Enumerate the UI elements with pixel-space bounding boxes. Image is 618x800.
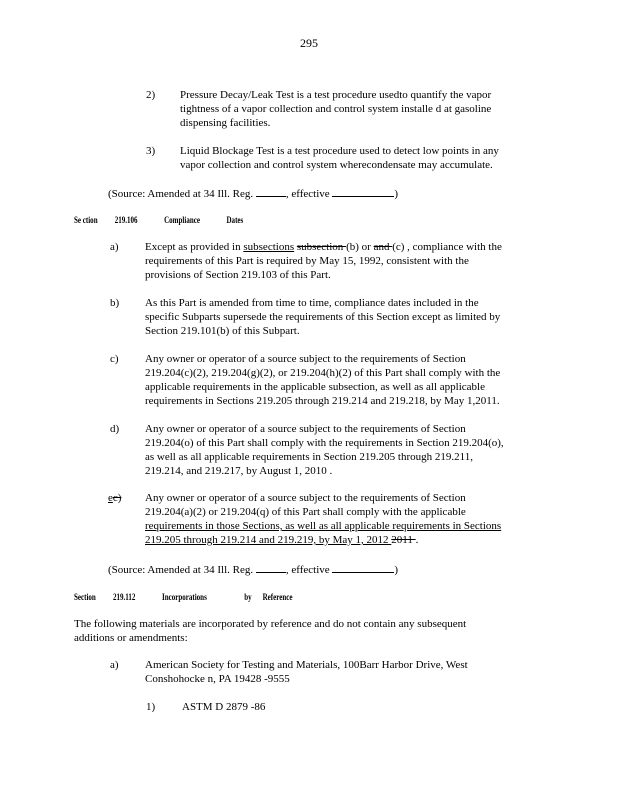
text-line: As this Part is amended from time to time, compliance dates included in the — [145, 297, 479, 309]
item-e-text — [145, 491, 501, 547]
source-note-1 — [108, 185, 398, 201]
source-suffix: ) — [394, 564, 399, 576]
inserted-text: e — [108, 492, 113, 504]
text-line: American Society for Testing and Materials, 100Barr Harbor Drive, West — [145, 659, 468, 671]
deleted-text: and — [373, 241, 393, 253]
source-effective: , effective — [285, 564, 330, 576]
item-c-number: c) — [110, 353, 119, 365]
text-line: additions or amendments: — [74, 632, 188, 644]
text-line: Any owner or operator of a source subject to the requirements of Section — [145, 423, 466, 435]
def-number-2: 2) — [146, 89, 156, 101]
source-note-2 — [108, 561, 398, 577]
item-d-text — [145, 422, 504, 478]
deleted-text: subsection — [296, 241, 347, 253]
incorporation-a-text — [145, 658, 468, 686]
text-line: provisions of Section 219.103 of this Part. — [145, 269, 331, 281]
heading-word: Se ction — [74, 215, 98, 225]
text-line: Section 219.101(b) of this Subpart. — [145, 325, 300, 337]
text-line: Conshohocke n, PA 19428 -9555 — [145, 673, 290, 685]
text-line: 219.204(o) of this Part shall comply with the requirements in Section 219.204(o), — [145, 437, 504, 449]
heading-word: by — [244, 592, 252, 602]
text-line: specific Subparts supersede the requirements of this Section except as limited by — [145, 311, 501, 323]
text-line: 219.204(c)(2), 219.204(g)(2), or 219.204(h)(2) of this Part shall comply with the — [145, 367, 501, 379]
text-line: tightness of a vapor collection and control system installe d at gasoline — [180, 103, 492, 115]
incorporation-a1-text: ASTM D 2879 -86 — [182, 701, 266, 713]
section-heading-219-106 — [74, 214, 260, 226]
page-number: 295 — [300, 36, 318, 50]
item-c-text — [145, 352, 500, 408]
item-a-number: a) — [110, 241, 119, 253]
deleted-text: c) — [112, 492, 122, 504]
heading-word: Section — [74, 592, 96, 602]
inserted-text-line: requirements in those Sections, as well as all applicable requirements in Sections — [145, 520, 502, 532]
text-line: applicable requirements in the applicable subsection, as well as all applicable — [145, 381, 485, 393]
source-prefix: (Source: Amended at 34 Ill. Reg. — [108, 188, 254, 200]
text-run: Except as provided in — [145, 241, 244, 253]
item-d-number: d) — [110, 423, 120, 435]
text-line — [145, 240, 502, 254]
text-line: dispensing facilities. — [180, 117, 271, 129]
heading-word: Incorporations — [161, 592, 207, 602]
text-line: requirements in Sections 219.205 through 219.214 and 219.218, by May 1,2011. — [145, 395, 500, 407]
heading-word: Compliance — [164, 215, 200, 225]
text-line: 219.204(a)(2) or 219.204(q) of this Part shall comply with the applicable — [145, 506, 466, 518]
item-a-text — [145, 240, 502, 282]
incorporation-intro — [74, 617, 466, 645]
heading-number: 219.106 — [114, 215, 138, 225]
item-e-number — [108, 491, 121, 505]
text-line: Any owner or operator of a source subject to the requirements of Section — [145, 492, 466, 504]
text-run: (c) , compliance with the — [392, 241, 502, 253]
text-run: (b) or — [346, 241, 374, 253]
text-line: vapor collection and control system wherecondensate may accumulate. — [180, 159, 493, 171]
text-line: as well as all applicable requirements in Section 219.205 through 219.211, — [145, 451, 473, 463]
definition-liquid-blockage — [180, 144, 499, 172]
inserted-text: subsections — [243, 241, 295, 253]
heading-number: 219.112 — [113, 592, 136, 602]
heading-word: Reference — [262, 592, 293, 602]
incorporation-a1-number: 1) — [146, 701, 156, 713]
reg-blank — [256, 561, 286, 573]
inserted-text: 219.205 through 219.214 and 219.219, by May 1, 2012 — [145, 534, 392, 546]
text-line: 219.214, and 219.217, by August 1, 2010 . — [145, 465, 333, 477]
effective-blank — [332, 185, 394, 197]
section-heading-219-112 — [74, 591, 310, 603]
def-number-3: 3) — [146, 145, 156, 157]
item-b-number: b) — [110, 297, 120, 309]
item-b-text — [145, 296, 500, 338]
source-prefix: (Source: Amended at 34 Ill. Reg. — [108, 564, 254, 576]
text-line: requirements of this Part is required by May 15, 1992, consistent with the — [145, 255, 469, 267]
text-line: The following materials are incorporated by reference and do not contain any subsequent — [74, 618, 467, 630]
source-effective: , effective — [285, 188, 330, 200]
text-run: . — [415, 534, 419, 546]
effective-blank — [332, 561, 394, 573]
reg-blank — [256, 185, 286, 197]
text-line: Pressure Decay/Leak Test is a test procedure usedto quantify the vapor — [180, 89, 492, 101]
text-line — [145, 533, 501, 547]
source-suffix: ) — [394, 188, 399, 200]
deleted-text: 2011 — [391, 534, 416, 546]
heading-word: Dates — [226, 215, 244, 225]
text-line: Liquid Blockage Test is a test procedure used to detect low points in any — [180, 145, 499, 157]
definition-pressure-decay — [180, 88, 491, 130]
incorporation-a-number: a) — [110, 659, 119, 671]
text-line: Any owner or operator of a source subject to the requirements of Section — [145, 353, 466, 365]
